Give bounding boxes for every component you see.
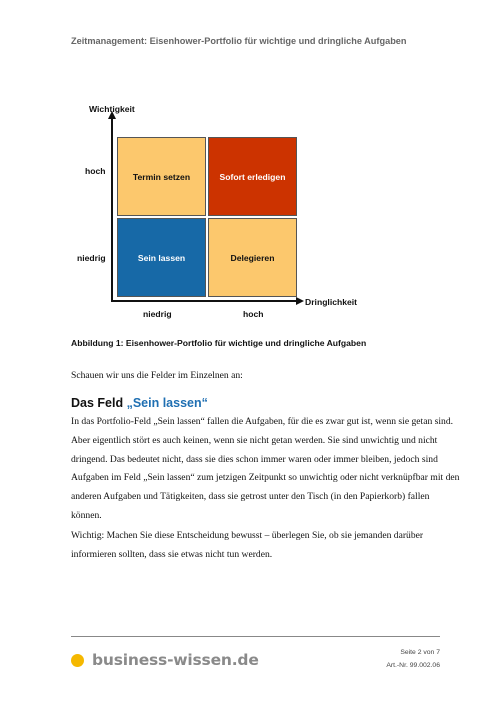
- footer-divider: [71, 636, 440, 637]
- quadrant-sein-lassen: [117, 218, 206, 297]
- page-number: Seite 2 von 7: [400, 649, 440, 656]
- quadrant-label: Sein lassen: [137, 252, 186, 263]
- y-axis: [111, 116, 113, 302]
- x-high-label: hoch: [243, 309, 264, 319]
- logo-text: business-wissen.de: [92, 651, 259, 669]
- y-low-label: niedrig: [77, 253, 106, 263]
- document-header: Zeitmanagement: Eisenhower-Portfolio für wichtige und dringliche Aufgaben: [71, 36, 407, 46]
- quadrant-label: Delegieren: [230, 252, 275, 263]
- page-info: [386, 647, 440, 672]
- intro-text: Schauen wir uns die Felder im Einzelnen an:: [71, 370, 243, 381]
- x-low-label: niedrig: [143, 309, 172, 319]
- y-high-label: hoch: [85, 166, 106, 176]
- quadrant-sofort-erledigen: [208, 137, 297, 216]
- quadrant-delegieren: [208, 218, 297, 297]
- quadrant-label: Termin setzen: [132, 171, 191, 182]
- section-heading-highlight: „Sein lassen“: [126, 396, 208, 410]
- article-number: Art.-Nr. 99.002.06: [386, 661, 440, 669]
- brand-logo: [71, 651, 259, 669]
- x-axis: [111, 300, 298, 302]
- body-paragraph: In das Portfolio-Feld „Sein lassen“ fallen die Aufgaben, für die es zwar gut ist, wenn sie getan sind. Aber eigentlich stört es auch keinen, wenn sie nicht getan werden. Sie sind unwichtig und nicht dringend. Das bedeutet nicht, dass sie dies schon immer waren oder immer bleiben, jedoch sind Aufgaben im Feld „Sein lassen“ zum jetzigen Zeitpunkt so unwichtig oder nicht verknüpfbar mit den anderen Aufgaben und Tätigkeiten, dass sie getrost unter den Tisch (in den Papierkorb) fallen können.: [71, 416, 460, 521]
- note-paragraph: Wichtig: Machen Sie diese Entscheidung bewusst – überlegen Sie, ob sie jemanden darüber informieren sollten, dass sie etwas nicht tun werden.: [71, 530, 424, 560]
- x-axis-arrow-icon: [296, 297, 304, 305]
- quadrant-termin-setzen: [117, 137, 206, 216]
- logo-dot-icon: [71, 654, 84, 667]
- y-axis-label: Wichtigkeit: [89, 104, 135, 114]
- quadrant-label: Sofort erledigen: [219, 171, 286, 182]
- section-heading-prefix: Das Feld: [71, 396, 127, 410]
- figure-caption: Abbildung 1: Eisenhower-Portfolio für wichtige und dringliche Aufgaben: [71, 338, 367, 348]
- x-axis-label: Dringlichkeit: [305, 297, 358, 307]
- section-heading: [71, 396, 460, 410]
